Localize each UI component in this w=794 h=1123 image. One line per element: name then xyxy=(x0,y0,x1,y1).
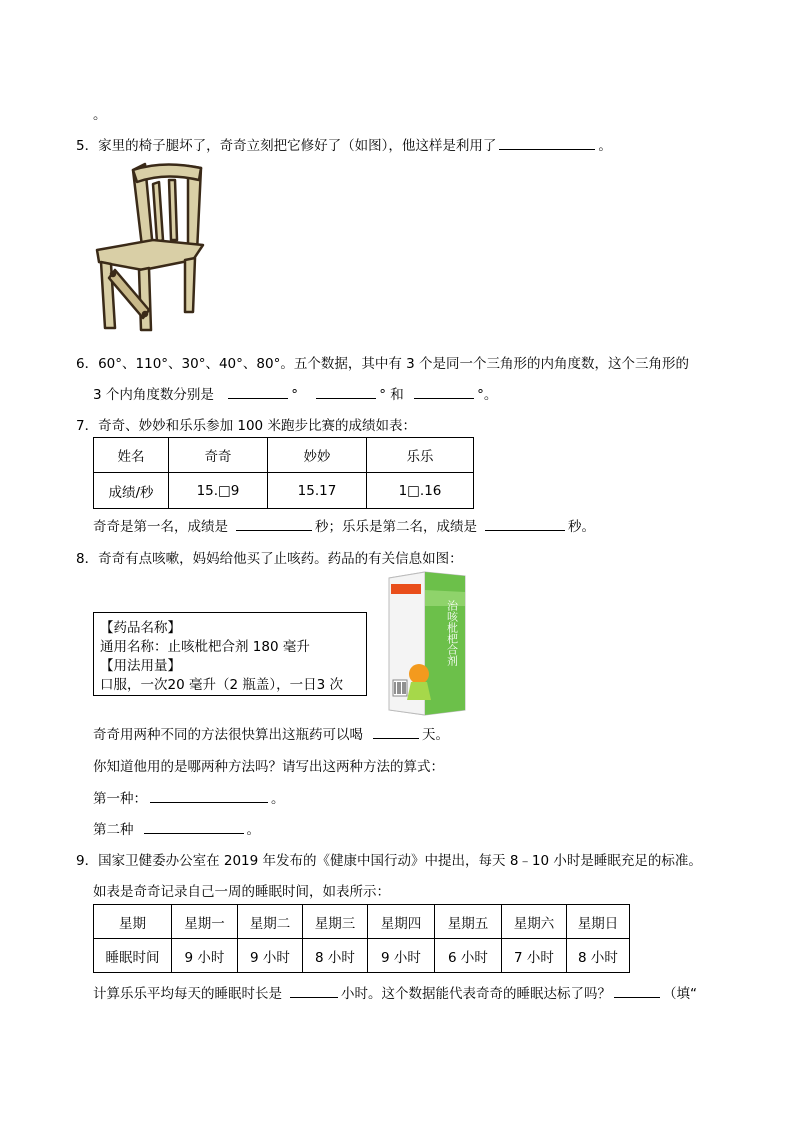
question-6-line2: 3 个内角度数分别是 ° ° 和 °。 xyxy=(93,387,498,403)
q7-blank-2[interactable] xyxy=(485,517,565,531)
q8-method-2-blank[interactable] xyxy=(144,820,244,834)
table-row: 成绩/秒 15.□9 15.17 1□.16 xyxy=(94,473,474,509)
chair-illustration xyxy=(93,160,213,335)
medicine-box-illustration xyxy=(385,570,469,716)
q9-yesno-blank[interactable] xyxy=(614,984,660,998)
question-7-answer: 奇奇是第一名，成绩是 秒；乐乐是第二名，成绩是 秒。 xyxy=(93,519,595,535)
question-8-method-1: 第一种： 。 xyxy=(93,791,285,807)
sleep-time-table xyxy=(93,904,630,973)
q7-blank-1[interactable] xyxy=(236,517,312,531)
question-5: 5．家里的椅子腿坏了，奇奇立刻把它修好了（如图），他这样是利用了 。 xyxy=(76,138,612,154)
question-9-line2: 如表是奇奇记录自己一周的睡眠时间，如表所示： xyxy=(93,884,390,900)
q5-answer-blank[interactable] xyxy=(499,136,595,150)
table-row: 睡眠时间 9 小时 9 小时 8 小时 9 小时 6 小时 7 小时 8 小时 xyxy=(94,939,630,973)
race-results-table xyxy=(93,437,474,509)
q9-hours-blank[interactable] xyxy=(290,984,338,998)
question-5-text: 5．家里的椅子腿坏了，奇奇立刻把它修好了（如图），他这样是利用了 xyxy=(76,138,497,154)
q6-blank-2[interactable] xyxy=(316,385,376,399)
medicine-box-label: 治咳枇杷合剂 xyxy=(445,600,459,666)
question-6-line1: 6．60°、110°、30°、40°、80°。五个数据，其中有 3 个是同一个三角形的内角度数，这个三角形的 xyxy=(76,356,689,372)
question-8-intro: 8．奇奇有点咳嗽，妈妈给他买了止咳药。药品的有关信息如图： xyxy=(76,551,463,567)
q8-method-1-blank[interactable] xyxy=(150,789,268,803)
table-header-row: 姓名 奇奇 妙妙 乐乐 xyxy=(94,438,474,473)
medicine-info-box: 【药品名称】 通用名称：止咳枇杷合剂 180 毫升 【用法用量】 口服，一次20 毫升（2 瓶盖），一日3 次 xyxy=(93,612,367,696)
previous-question-fragment: 。 xyxy=(93,107,107,123)
table-header-row: 星期 星期一 星期二 星期三 星期四 星期五 星期六 星期日 xyxy=(94,905,630,939)
q6-blank-3[interactable] xyxy=(414,385,474,399)
question-9-answer: 计算乐乐平均每天的睡眠时长是 小时。这个数据能代表奇奇的睡眠达标了吗？ （填“ xyxy=(93,986,697,1002)
question-8-method-2: 第二种 。 xyxy=(93,822,260,838)
question-9-line1: 9．国家卫健委办公室在 2019 年发布的《健康中国行动》中提出，每天 8﹣10 小时是睡眠充足的标准。 xyxy=(76,853,702,869)
question-7-intro: 7．奇奇、妙妙和乐乐参加 100 米跑步比赛的成绩如表： xyxy=(76,418,416,434)
question-8-part-a: 奇奇用两种不同的方法很快算出这瓶药可以喝 天。 xyxy=(93,727,449,743)
question-8-part-b: 你知道他用的是哪两种方法吗？请写出这两种方法的算式： xyxy=(93,759,444,775)
q8-days-blank[interactable] xyxy=(373,725,419,739)
q6-blank-1[interactable] xyxy=(228,385,288,399)
